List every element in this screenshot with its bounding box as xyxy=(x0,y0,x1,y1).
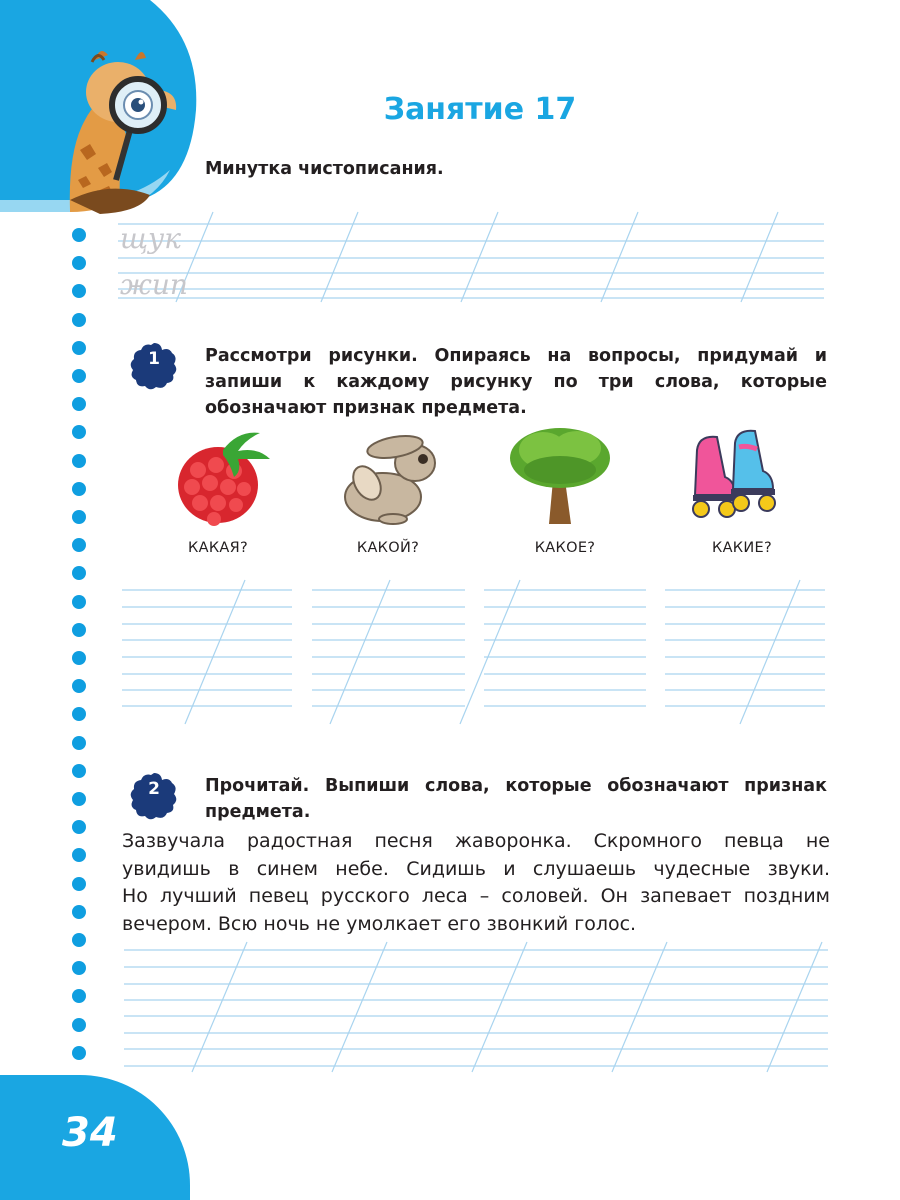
task-2-writing-lines xyxy=(122,940,832,1075)
binder-dot xyxy=(72,848,86,862)
task-1-instructions: Рассмотри рисунки. Опираясь на вопросы, придумай и запиши к каждому рисунку по три слова, которые обозначают признак предмета. xyxy=(205,346,827,418)
task-1-badge xyxy=(128,340,180,392)
lesson-title: Занятие 17 xyxy=(383,92,577,127)
cursive-sample-2: жип xyxy=(120,268,188,301)
binder-dot xyxy=(72,566,86,580)
binder-dot xyxy=(72,736,86,750)
binder-dot xyxy=(72,425,86,439)
binder-dot xyxy=(72,454,86,468)
calligraphy-writing-lines xyxy=(118,210,828,310)
binder-dot xyxy=(72,284,86,298)
task-2-number: 2 xyxy=(148,779,160,799)
roller-skates-icon xyxy=(687,425,797,535)
calligraphy-heading: Минутка чистописания. xyxy=(205,159,444,179)
reading-line-2: увидишь в синем небе. Сидишь и слушаешь чудесные звуки. xyxy=(122,857,830,880)
raspberry-icon xyxy=(168,425,278,535)
binder-dot xyxy=(72,623,86,637)
question-label-2: КАКОЙ? xyxy=(356,540,420,556)
task-2-instructions: Прочитай. Выпиши слова, которые обозначают признак предмета. xyxy=(205,776,827,822)
binder-dot xyxy=(72,792,86,806)
binder-dot xyxy=(72,651,86,665)
reading-passage xyxy=(122,828,830,938)
binder-dot xyxy=(72,341,86,355)
binder-dot xyxy=(72,933,86,947)
rabbit-icon xyxy=(333,425,443,535)
cursive-sample-1: щук xyxy=(120,222,181,255)
question-label-3: КАКОЕ? xyxy=(534,540,596,556)
binder-dot xyxy=(72,256,86,270)
giraffe-corner-illustration xyxy=(0,0,200,220)
binder-dot xyxy=(72,905,86,919)
task-2-badge xyxy=(128,770,180,822)
binder-dot xyxy=(72,1018,86,1032)
binder-dot xyxy=(72,764,86,778)
binder-dot xyxy=(72,369,86,383)
reading-line-4: вечером. Всю ночь не умолкает его звонкий голос. xyxy=(122,912,637,935)
task-1-number: 1 xyxy=(148,349,160,369)
binder-dot xyxy=(72,482,86,496)
binder-dot xyxy=(72,707,86,721)
page-number: 34 xyxy=(62,1110,118,1156)
binder-dot xyxy=(72,595,86,609)
binder-dot xyxy=(72,820,86,834)
question-label-1: КАКАЯ? xyxy=(188,540,248,556)
binder-dot xyxy=(72,228,86,242)
binder-dot xyxy=(72,397,86,411)
binder-dot xyxy=(72,877,86,891)
tree-icon xyxy=(505,420,615,530)
binder-dot xyxy=(72,679,86,693)
task-1-writing-lines xyxy=(120,578,830,728)
reading-line-3: Но лучший певец русского леса – соловей. Он запевает поздним xyxy=(122,885,830,907)
binder-dot xyxy=(72,313,86,327)
binder-dot xyxy=(72,510,86,524)
binder-dot xyxy=(72,961,86,975)
reading-line-1: Зазвучала радостная песня жаворонка. Скромного певца не xyxy=(122,830,830,852)
question-label-4: КАКИЕ? xyxy=(711,540,772,556)
binder-dot xyxy=(72,1046,86,1060)
binder-dot xyxy=(72,989,86,1003)
binder-dot xyxy=(72,538,86,552)
